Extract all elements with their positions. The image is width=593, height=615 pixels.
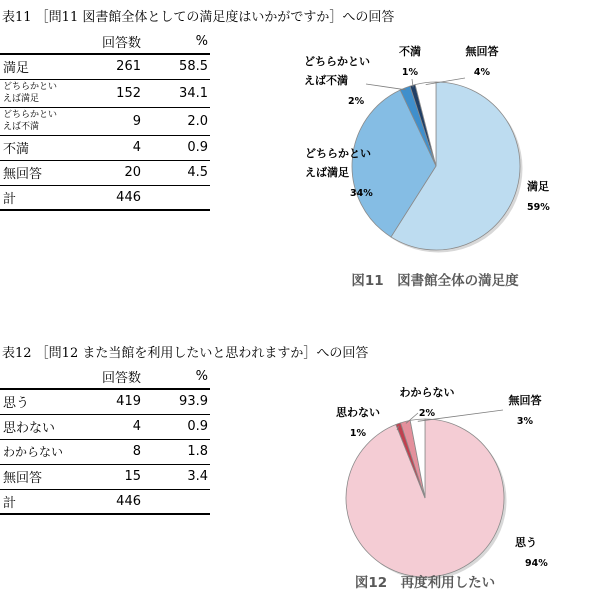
slice-percent-label: 34% [350,188,373,199]
row-label: 思う [0,389,73,414]
percent-cell: 58.5 [142,54,210,79]
table-row [0,414,210,439]
count-cell: 446 [73,185,142,210]
count-cell: 4 [73,135,142,160]
row-label: 無回答 [0,160,73,185]
column-header: % [142,29,210,54]
chart11 [300,30,593,295]
percent-cell: 93.9 [142,389,210,414]
row-label: どちらかとい えば不満 [0,107,73,135]
count-cell: 152 [73,79,142,107]
slice-label: 無回答 [465,45,499,58]
count-cell: 419 [73,389,142,414]
row-label: 無回答 [0,464,73,489]
slice-percent-label: 59% [527,202,550,213]
slice-label: 満足 [527,180,549,193]
column-header: % [142,364,210,389]
table-row [0,107,210,135]
column-header: 回答数 [73,364,142,389]
percent-cell: 2.0 [142,107,210,135]
table-total-row [0,185,210,210]
slice-label: 無回答 [508,394,542,407]
table11 [0,29,210,211]
percent-cell: 0.9 [142,135,210,160]
chart12 [300,373,593,615]
slice-label: どちらかといえば不満 [304,55,370,87]
percent-cell [142,489,210,514]
count-cell: 446 [73,489,142,514]
chart-title: 図12 再度利用したい [354,575,496,591]
row-label: 計 [0,185,73,210]
row-label: 思わない [0,414,73,439]
percent-cell: 34.1 [142,79,210,107]
count-cell: 15 [73,464,142,489]
count-cell: 4 [73,414,142,439]
row-label: わからない [0,439,73,464]
table-header-row [0,364,210,389]
chart-title: 図11 図書館全体の満足度 [351,273,519,289]
slice-percent-label: 2% [348,96,365,107]
percent-cell: 3.4 [142,464,210,489]
table-row [0,439,210,464]
table-row [0,135,210,160]
count-cell: 9 [73,107,142,135]
slice-label: 思わない [336,406,380,419]
table-row [0,464,210,489]
slice-percent-label: 94% [525,558,548,569]
slice-percent-label: 4% [473,67,491,78]
percent-cell: 1.8 [142,439,210,464]
percent-cell [142,185,210,210]
row-label: 満足 [0,54,73,79]
table-row [0,79,210,107]
table-row [0,54,210,79]
count-cell: 261 [73,54,142,79]
table-header-row [0,29,210,54]
column-header [0,29,73,54]
leader-line [366,84,406,90]
percent-cell: 0.9 [142,414,210,439]
slice-percent-label: 1% [401,67,419,78]
table-row [0,389,210,414]
row-label: 計 [0,489,73,514]
column-header: 回答数 [73,29,142,54]
slice-label: どちらかといえば満足 [305,147,371,179]
percent-cell: 4.5 [142,160,210,185]
column-header [0,364,73,389]
slice-label: 不満 [399,45,421,58]
table-row [0,160,210,185]
pie-chart-12 [300,373,593,615]
count-cell: 8 [73,439,142,464]
slice-label: 思う [515,536,537,549]
pie-chart-11 [300,30,593,295]
table12 [0,364,210,515]
row-label: どちらかとい えば満足 [0,79,73,107]
slice-percent-label: 3% [516,416,534,427]
table-total-row [0,489,210,514]
table11-title: 表11 ［問11 図書館全体としての満足度はいかがですか］への回答 [2,10,395,25]
table12-title: 表12 ［問12 また当館を利用したいと思われますか］への回答 [2,346,369,361]
slice-percent-label: 2% [418,408,436,419]
slice-percent-label: 1% [349,428,367,439]
slice-label: わからない [399,386,455,399]
count-cell: 20 [73,160,142,185]
row-label: 不満 [0,135,73,160]
